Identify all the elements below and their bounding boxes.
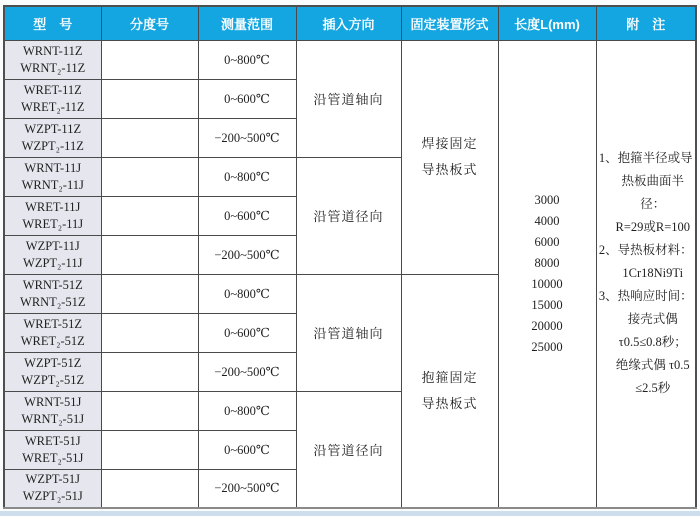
graduation-cell [101, 430, 198, 469]
model-line: WZPT₂-51Z [21, 372, 85, 387]
range-cell: −200~500℃ [198, 352, 296, 391]
model-line: WZPT₂-11Z [21, 138, 84, 153]
note-line: 接壳式偶 [627, 312, 678, 327]
graduation-cell [101, 313, 198, 352]
model-cell [4, 313, 101, 352]
length-value: 10000 [531, 276, 563, 291]
notes-cell [596, 40, 696, 508]
length-value: 15000 [531, 297, 563, 312]
model-line: WRET₂-11Z [20, 99, 85, 114]
model-cell [4, 79, 101, 118]
graduation-cell [101, 79, 198, 118]
model-cell [4, 274, 101, 313]
note-line: 3、热响应时间： [598, 289, 693, 304]
table-row [4, 40, 696, 79]
note-line: 2、导热板材料： [598, 243, 693, 258]
direction-cell: 沿管道径向 [296, 391, 401, 508]
model-line: WZPT-51Z [24, 355, 82, 370]
model-cell [4, 430, 101, 469]
col-header-fixing: 固定装置形式 [401, 6, 498, 40]
model-line: WZPT-11Z [24, 121, 82, 136]
col-header-model: 型 号 [4, 6, 101, 40]
note-line: 1Cr18Ni9Ti [622, 266, 684, 281]
direction-cell: 沿管道轴向 [296, 274, 401, 391]
length-cell [498, 40, 596, 508]
note-line: 1、抱箍半径或导 [598, 151, 693, 166]
range-cell: 0~600℃ [198, 430, 296, 469]
fixing-cell [401, 40, 498, 274]
model-cell [4, 469, 101, 508]
model-line: WZPT-51J [25, 472, 80, 487]
length-value: 3000 [534, 192, 560, 207]
range-cell: −200~500℃ [198, 469, 296, 508]
note-line: 热板曲面半径： [621, 174, 684, 212]
model-line: WRNT₂-11Z [20, 60, 86, 75]
model-line: WRET-51J [24, 433, 81, 448]
fixing-line: 抱箍固定 [421, 369, 478, 385]
length-value: 4000 [534, 213, 560, 228]
range-cell: 0~800℃ [198, 391, 296, 430]
model-line: WRNT₂-51J [21, 411, 85, 426]
model-line: WRET₂-51Z [20, 333, 85, 348]
model-cell [4, 391, 101, 430]
range-cell: 0~800℃ [198, 157, 296, 196]
model-line: WRNT₂-51Z [20, 294, 86, 309]
model-cell [4, 235, 101, 274]
col-header-range: 测量范围 [198, 6, 296, 40]
range-cell: 0~800℃ [198, 274, 296, 313]
model-cell [4, 118, 101, 157]
fixing-line: 导热板式 [421, 395, 478, 411]
model-line: WRET-51Z [23, 316, 83, 331]
model-line: WRNT-51Z [22, 277, 83, 292]
direction-cell: 沿管道轴向 [296, 40, 401, 157]
col-header-length: 长度L(mm) [498, 6, 596, 40]
header-row [4, 6, 696, 40]
note-line: τ0.5≤0.8秒； [618, 335, 687, 350]
graduation-cell [101, 235, 198, 274]
range-cell: 0~600℃ [198, 196, 296, 235]
col-header-notes: 附 注 [596, 6, 696, 40]
graduation-cell [101, 196, 198, 235]
range-cell: −200~500℃ [198, 118, 296, 157]
graduation-cell [101, 469, 198, 508]
model-line: WRNT₂-11J [21, 177, 84, 192]
graduation-cell [101, 391, 198, 430]
range-cell: 0~600℃ [198, 79, 296, 118]
note-line: ≤2.5秒 [635, 381, 671, 396]
fixing-line: 焊接固定 [421, 136, 478, 151]
range-cell: 0~800℃ [198, 40, 296, 79]
graduation-cell [101, 352, 198, 391]
page-bottom-strip [0, 511, 700, 516]
col-header-graduation: 分度号 [101, 6, 198, 40]
range-cell: 0~600℃ [198, 313, 296, 352]
length-value: 6000 [534, 234, 560, 249]
graduation-cell [101, 157, 198, 196]
graduation-cell [101, 118, 198, 157]
model-cell [4, 157, 101, 196]
range-cell: −200~500℃ [198, 235, 296, 274]
model-line: WRNT-11Z [23, 43, 83, 58]
fixing-line: 导热板式 [421, 162, 478, 177]
model-line: WRET-11J [25, 199, 81, 214]
length-value: 25000 [531, 339, 563, 354]
graduation-cell [101, 274, 198, 313]
model-line: WRET₂-51J [22, 450, 84, 465]
model-line: WRNT-51J [24, 394, 82, 409]
model-cell [4, 196, 101, 235]
model-cell [4, 40, 101, 79]
model-cell [4, 352, 101, 391]
model-line: WRNT-11J [24, 160, 82, 175]
model-line: WZPT-11J [25, 238, 80, 253]
graduation-cell [101, 40, 198, 79]
length-value: 20000 [531, 318, 563, 333]
model-line: WRET-11Z [23, 82, 82, 97]
model-line: WZPT₂-11J [23, 255, 83, 270]
length-value: 8000 [534, 255, 560, 270]
fixing-cell [401, 274, 498, 508]
direction-cell: 沿管道径向 [296, 157, 401, 274]
col-header-direction: 插入方向 [296, 6, 401, 40]
model-line: WZPT₂-51J [22, 489, 83, 504]
spec-table [3, 5, 697, 509]
model-line: WRET₂-11J [22, 216, 84, 231]
note-line: 绝缘式偶 τ0.5 [615, 358, 690, 373]
note-line: R=29或R=100 [615, 220, 691, 235]
